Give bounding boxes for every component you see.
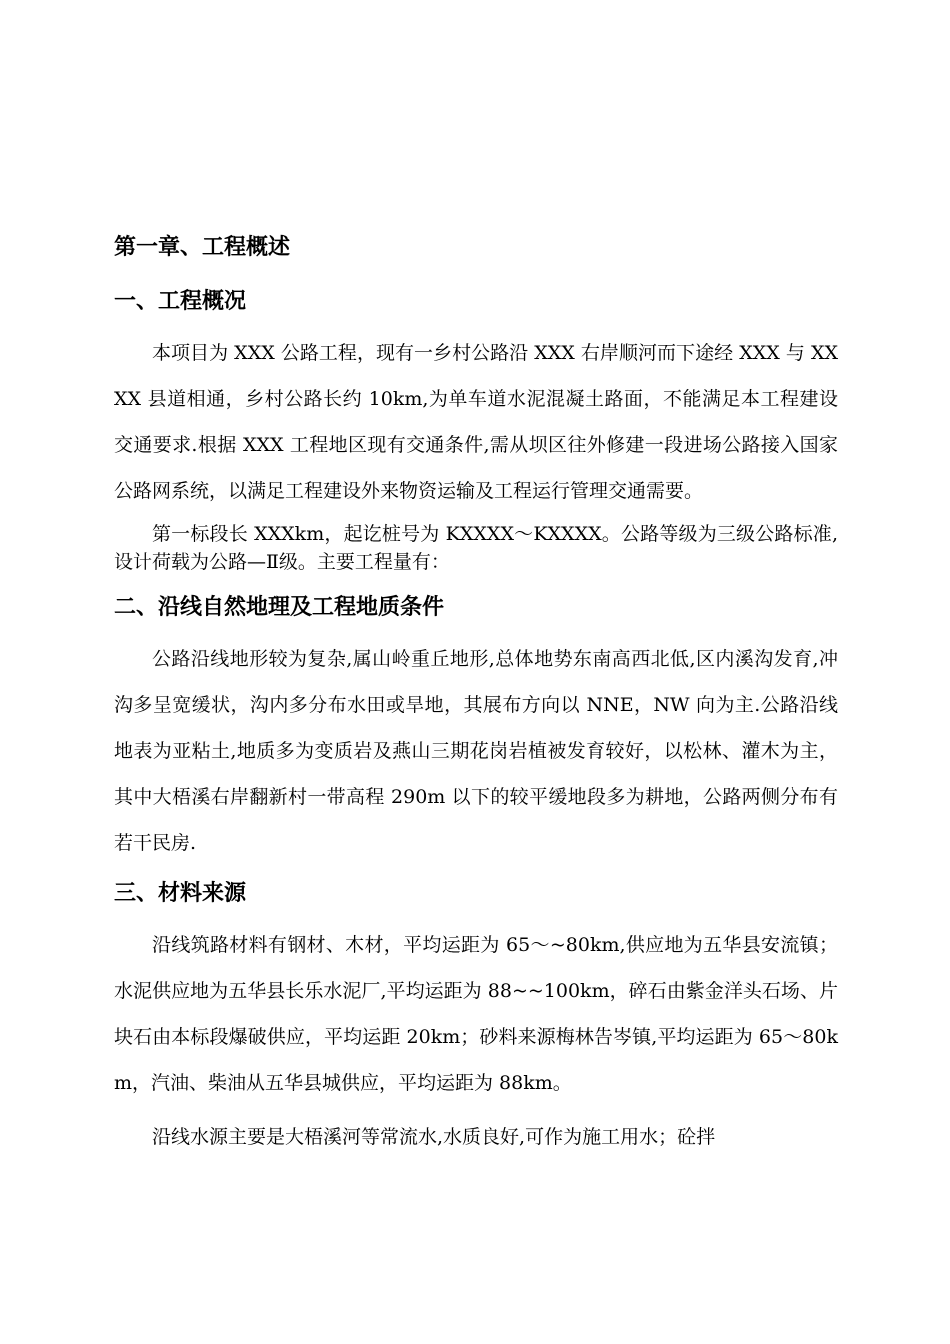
paragraph-overview-2: 第一标段长 XXXkm，起讫桩号为 KXXXX～KXXXX。公路等级为三级公路标准,设计荷载为公路—Ⅱ级。主要工程量有：: [114, 523, 838, 573]
paragraph-geology-1: 公路沿线地形较为复杂,属山岭重丘地形,总体地势东南高西北低,区内溪沟发育,冲沟多呈宽缓状，沟内多分布水田或旱地，其展布方向以 NNE，NW 向为主.公路沿线地表为亚粘土,地质多为变质岩及燕山三期花岗岩植被发育较好，以松林、灌木为主，其中大梧溪右岸翻新村一带高程 290m 以下的较平缓地段多为耕地，公路两侧分布有若干民房.: [114, 648, 838, 854]
paragraph-materials-2: 沿线水源主要是大梧溪河等常流水,水质良好,可作为施工用水；砼拌: [152, 1126, 716, 1148]
section-heading-geology: 二、沿线自然地理及工程地质条件: [114, 595, 445, 620]
document-body: [114, 228, 838, 1160]
section-heading-materials: 三、材料来源: [114, 881, 247, 906]
chapter-title: 第一章、工程概述: [114, 235, 291, 260]
paragraph-overview-1: 本项目为 XXX 公路工程，现有一乡村公路沿 XXX 右岸顺河而下途经 XXX 与 XXXX 县道相通，乡村公路长约 10km,为单车道水泥混凝土路面，不能满足本工程建设交通要求.根据 XXX 工程地区现有交通条件,需从坝区往外修建一段进场公路接入国家公路网系统，以满足工程建设外来物资运输及工程运行管理交通需要。: [114, 342, 838, 502]
paragraph-materials-1: 沿线筑路材料有钢材、木材，平均运距为 65～~80km,供应地为五华县安流镇；水泥供应地为五华县长乐水泥厂,平均运距为 88~~100km，碎石由紫金洋头石场、片块石由本标段爆破供应，平均运距 20km；砂料来源梅林告岑镇,平均运距为 65～80km，汽油、柴油从五华县城供应，平均运距为 88km。: [114, 934, 838, 1094]
section-heading-overview: 一、工程概况: [114, 289, 247, 314]
